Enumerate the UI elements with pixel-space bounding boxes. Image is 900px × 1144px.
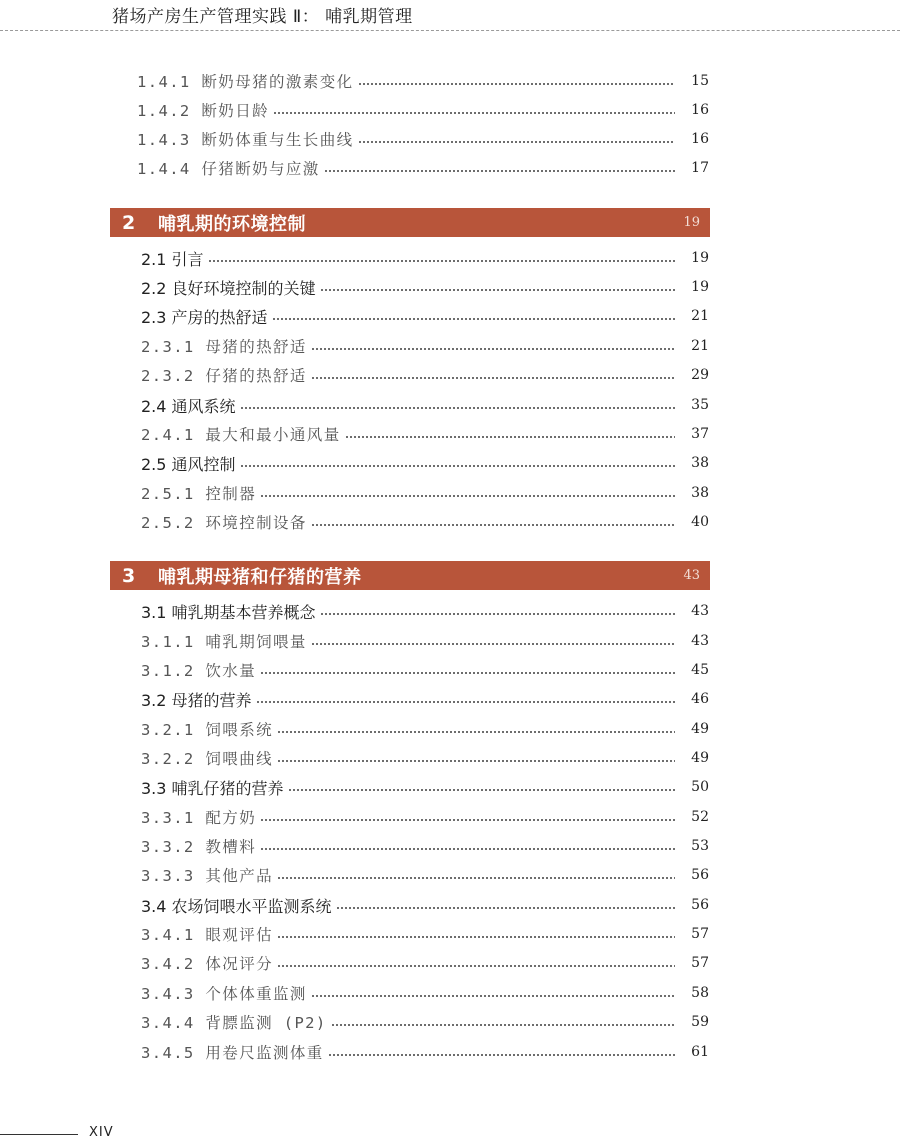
toc-entry-label: 1.4.3 断奶体重与生长曲线 [137,131,354,149]
dot-leader [240,465,675,467]
toc-entry-page: 43 [691,633,709,649]
toc-entry-label: 2.5 通风控制 [141,454,236,474]
dot-leader [256,701,675,703]
toc-entry-page: 46 [691,691,709,707]
toc-entry-label: 1.4.4 仔猪断奶与应激 [137,160,320,178]
toc-entry-page: 38 [691,485,709,501]
toc-entry-label: 3.3.1 配方奶 [141,809,257,827]
toc-entry-page: 16 [691,131,709,147]
toc-entry[interactable] [0,629,709,653]
footer-page-number: XIV [89,1125,114,1140]
dot-leader [240,407,675,409]
toc-entry-label: 3.3.2 教槽料 [141,838,257,856]
toc-entry-page: 16 [691,102,709,118]
toc-entry-page: 43 [691,603,709,619]
toc-entry[interactable] [0,304,709,328]
toc-entry-page: 52 [691,809,709,825]
toc-entry[interactable] [0,863,709,887]
dot-leader [277,936,675,938]
dot-leader [208,260,675,262]
toc-entry-label: 3.4.1 眼观评估 [141,926,273,944]
toc-entry-page: 37 [691,426,709,442]
toc-entry-page: 17 [691,160,709,176]
toc-entry-label: 2.3.1 母猪的热舒适 [141,338,307,356]
toc-entry[interactable] [0,246,709,270]
toc-entry[interactable] [0,834,709,858]
dot-leader [320,289,675,291]
toc-entry-label: 3.4.2 体况评分 [141,955,273,973]
toc-entry[interactable] [0,1010,709,1034]
toc-entry[interactable] [0,981,709,1005]
toc-entry-label: 3.3.3 其他产品 [141,867,273,885]
toc-entry-label: 1.4.1 断奶母猪的激素变化 [137,73,354,91]
dot-leader [358,141,676,143]
chapter-title: 哺乳期母猪和仔猪的营养 [158,566,362,588]
toc-entry-label: 2.1 引言 [141,249,204,269]
toc-entry-label: 3.4.3 个体体重监测 [141,985,307,1003]
toc-entry-label: 3.1 哺乳期基本营养概念 [141,602,316,622]
toc-entry[interactable] [0,156,709,180]
toc-entry-page: 21 [691,338,709,354]
toc-entry-label: 3.4.4 背膘监测 (P2) [141,1014,327,1032]
toc-entry[interactable] [0,893,709,917]
toc-entry[interactable] [0,658,709,682]
toc-entry[interactable] [0,69,709,93]
toc-entry-label: 2.5.1 控制器 [141,485,257,503]
toc-entry-page: 56 [691,867,709,883]
toc-entry-page: 29 [691,367,709,383]
dot-leader [311,995,675,997]
toc-entry[interactable] [0,98,709,122]
toc-entry-page: 15 [691,73,709,89]
dot-leader [320,613,675,615]
dot-leader [260,848,675,850]
dot-leader [260,672,675,674]
toc-entry[interactable] [0,922,709,946]
dot-leader [277,731,675,733]
chapter-page: 43 [683,568,700,583]
chapter-heading-2[interactable] [110,208,710,237]
toc-entry-page: 50 [691,779,709,795]
toc-entry-label: 2.3.2 仔猪的热舒适 [141,367,307,385]
dot-leader [311,524,675,526]
chapter-page: 19 [683,215,700,230]
toc-entry-page: 38 [691,455,709,471]
toc-entry-page: 45 [691,662,709,678]
toc-entry[interactable] [0,363,709,387]
toc-entry[interactable] [0,687,709,711]
toc-entry[interactable] [0,127,709,151]
toc-entry-page: 19 [691,279,709,295]
toc-entry[interactable] [0,805,709,829]
book-title: 猪场产房生产管理实践 Ⅱ： 哺乳期管理 [112,7,413,27]
toc-entry-label: 1.4.2 断奶日龄 [137,102,269,120]
dot-leader [272,318,675,320]
dot-leader [311,348,675,350]
toc-entry[interactable] [0,510,709,534]
toc-entry-label: 2.5.2 环境控制设备 [141,514,307,532]
chapter-number: 2 [122,211,136,234]
chapter-heading-3[interactable] [110,561,710,590]
dot-leader [288,789,675,791]
toc-entry[interactable] [0,422,709,446]
dot-leader [260,819,675,821]
dot-leader [311,643,675,645]
dot-leader [336,907,675,909]
toc-entry[interactable] [0,275,709,299]
toc-entry[interactable] [0,746,709,770]
toc-entry-label: 3.1.2 饮水量 [141,662,257,680]
toc-entry-page: 19 [691,250,709,266]
footer-rule [0,1134,78,1135]
dot-leader [277,760,675,762]
toc-entry-page: 61 [691,1044,709,1060]
toc-entry-page: 40 [691,514,709,530]
running-header [0,0,900,31]
toc-entry[interactable] [0,775,709,799]
toc-entry[interactable] [0,451,709,475]
toc-entry-label: 2.4.1 最大和最小通风量 [141,426,341,444]
toc-entry-page: 59 [691,1014,709,1030]
toc-entry-label: 3.4.5 用卷尺监测体重 [141,1044,324,1062]
toc-entry-label: 3.2.2 饲喂曲线 [141,750,273,768]
dot-leader [277,965,675,967]
toc-entry[interactable] [0,599,709,623]
dot-leader [345,436,675,438]
dot-leader [277,877,675,879]
dot-leader [273,112,675,114]
chapter-number: 3 [122,564,136,587]
dot-leader [311,377,675,379]
toc-entry[interactable] [0,717,709,741]
toc-entry-label: 3.3 哺乳仔猪的营养 [141,778,284,798]
toc-entry[interactable] [0,951,709,975]
toc-entry-label: 3.1.1 哺乳期饲喂量 [141,633,307,651]
toc-entry[interactable] [0,481,709,505]
toc-entry-label: 2.3 产房的热舒适 [141,307,268,327]
dot-leader [358,83,676,85]
toc-entry-page: 56 [691,897,709,913]
toc-entry-label: 3.2.1 饲喂系统 [141,721,273,739]
toc-entry-page: 49 [691,750,709,766]
chapter-title: 哺乳期的环境控制 [158,213,306,235]
toc-entry-page: 21 [691,308,709,324]
dot-leader [324,170,675,172]
toc-entry-label: 3.4 农场饲喂水平监测系统 [141,896,332,916]
toc-entry-page: 35 [691,397,709,413]
dot-leader [328,1054,675,1056]
toc-entry-label: 2.2 良好环境控制的关键 [141,278,316,298]
dot-leader [331,1024,675,1026]
toc-entry-page: 49 [691,721,709,737]
toc-entry-label: 2.4 通风系统 [141,396,236,416]
toc-entry[interactable] [0,1040,709,1064]
toc-entry[interactable] [0,393,709,417]
toc-entry-page: 57 [691,926,709,942]
toc-entry-page: 57 [691,955,709,971]
toc-entry-label: 3.2 母猪的营养 [141,690,252,710]
dot-leader [260,495,675,497]
toc-entry[interactable] [0,334,709,358]
toc-entry-page: 53 [691,838,709,854]
toc-entry-page: 58 [691,985,709,1001]
